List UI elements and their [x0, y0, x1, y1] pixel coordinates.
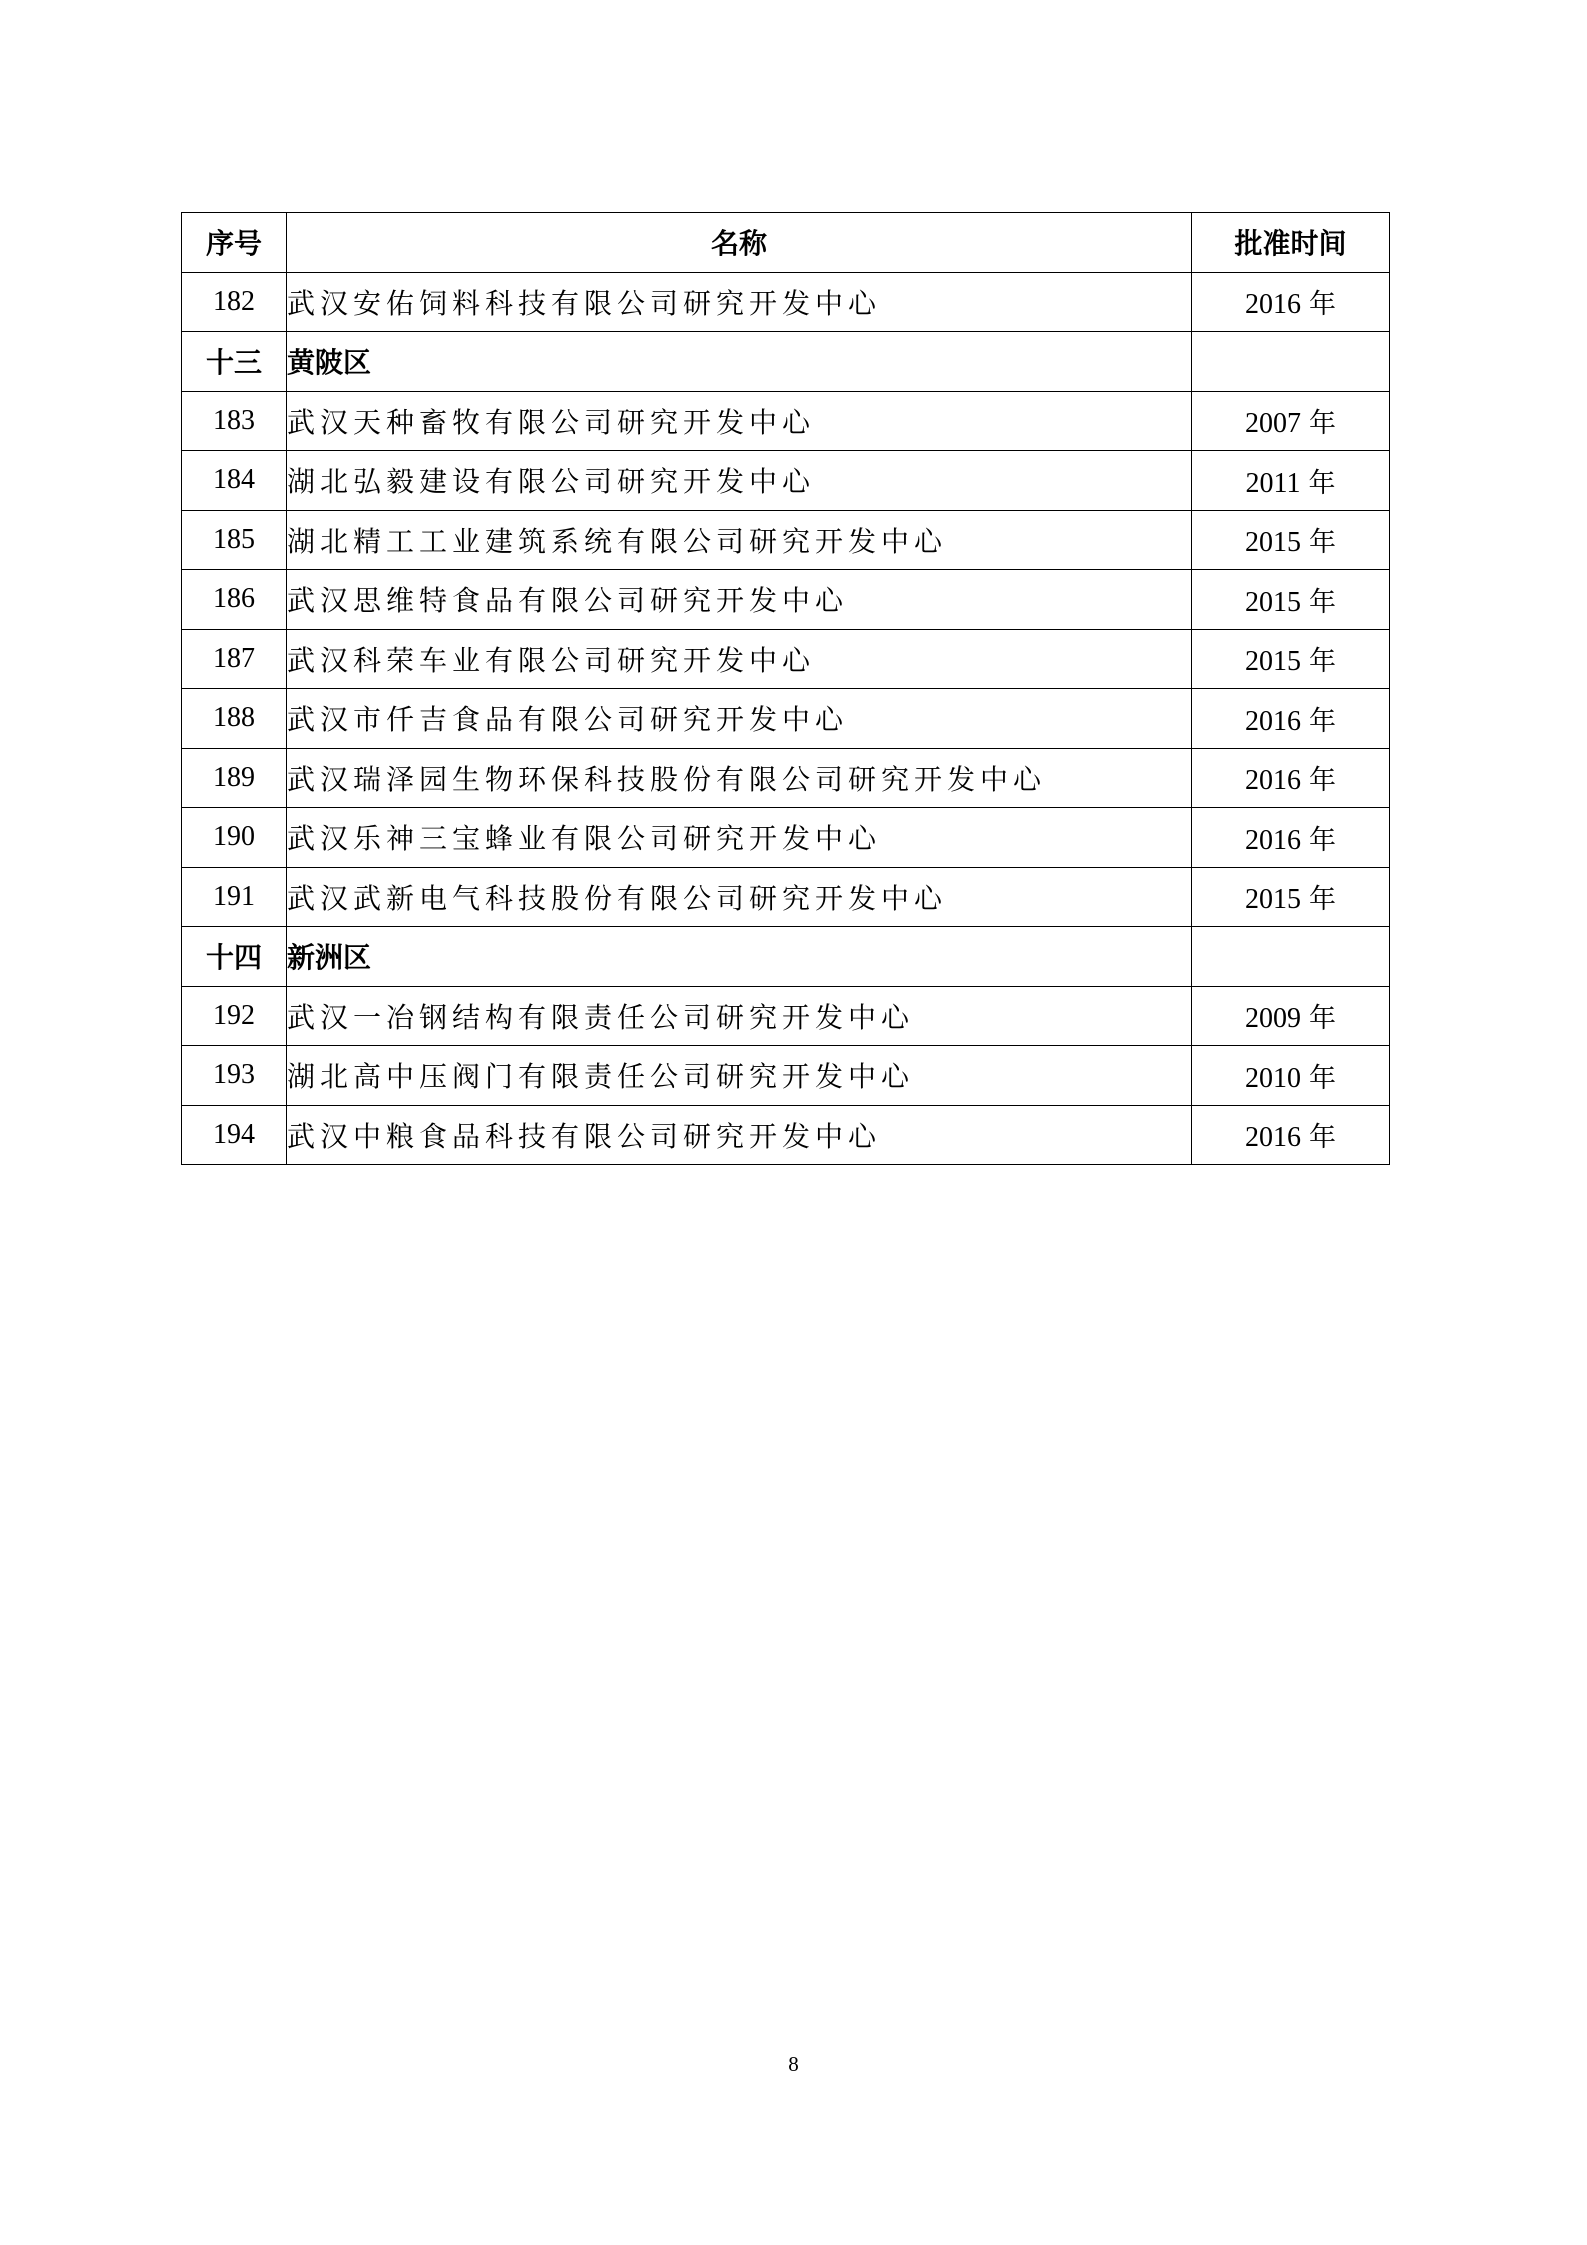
table-header-row: [182, 213, 1390, 273]
table-row: [182, 272, 1390, 332]
row-center-name: 武汉思维特食品有限公司研究开发中心: [287, 570, 1192, 630]
row-center-name: 武汉瑞泽园生物环保科技股份有限公司研究开发中心: [287, 748, 1192, 808]
year-value: 2016: [1245, 1122, 1301, 1154]
row-approval-year: [1192, 272, 1390, 332]
page-number: 8: [788, 2052, 799, 2076]
year-value: 2015: [1245, 646, 1301, 678]
year-value: 2016: [1245, 289, 1301, 321]
district-section-row: [182, 927, 1390, 987]
row-approval-year: [1192, 391, 1390, 451]
table-row: [182, 867, 1390, 927]
year-unit: 年: [1309, 289, 1336, 321]
section-district-name: 新洲区: [287, 927, 1192, 987]
section-district-name: 黄陂区: [287, 332, 1192, 392]
table-row: [182, 1105, 1390, 1165]
header-name: 名称: [287, 213, 1192, 273]
year-unit: 年: [1309, 884, 1336, 916]
row-approval-year: [1192, 986, 1390, 1046]
row-serial-number: 189: [182, 748, 287, 808]
row-approval-year: [1192, 689, 1390, 749]
year-value: 2009: [1245, 1003, 1301, 1035]
table-body: [182, 272, 1390, 1165]
row-approval-year: [1192, 1105, 1390, 1165]
row-center-name: 湖北精工工业建筑系统有限公司研究开发中心: [287, 510, 1192, 570]
row-approval-year: [1192, 451, 1390, 511]
year-unit: 年: [1309, 705, 1336, 737]
table-row: [182, 629, 1390, 689]
header-serial-number: 序号: [182, 213, 287, 273]
year-unit: 年: [1309, 408, 1336, 440]
header-approval-time: 批准时间: [1192, 213, 1390, 273]
row-center-name: 武汉科荣车业有限公司研究开发中心: [287, 629, 1192, 689]
year-value: 2016: [1245, 824, 1301, 856]
table-row: [182, 391, 1390, 451]
table-row: [182, 689, 1390, 749]
year-value: 2015: [1245, 527, 1301, 559]
table-row: [182, 451, 1390, 511]
year-unit: 年: [1309, 765, 1336, 797]
table-row: [182, 570, 1390, 630]
section-number: 十三: [182, 332, 287, 392]
year-value: 2015: [1245, 586, 1301, 618]
row-serial-number: 194: [182, 1105, 287, 1165]
row-center-name: 武汉乐神三宝蜂业有限公司研究开发中心: [287, 808, 1192, 868]
year-value: 2010: [1245, 1062, 1301, 1094]
row-serial-number: 186: [182, 570, 287, 630]
table-row: [182, 510, 1390, 570]
rd-center-table: [181, 212, 1390, 1165]
row-serial-number: 192: [182, 986, 287, 1046]
row-serial-number: 187: [182, 629, 287, 689]
row-serial-number: 193: [182, 1046, 287, 1106]
section-number: 十四: [182, 927, 287, 987]
row-approval-year: [1192, 867, 1390, 927]
row-serial-number: 188: [182, 689, 287, 749]
row-center-name: 武汉一冶钢结构有限责任公司研究开发中心: [287, 986, 1192, 1046]
district-section-row: [182, 332, 1390, 392]
year-value: 2016: [1245, 705, 1301, 737]
table-row: [182, 748, 1390, 808]
section-empty-cell: [1192, 332, 1390, 392]
row-approval-year: [1192, 1046, 1390, 1106]
year-unit: 年: [1309, 646, 1336, 678]
row-approval-year: [1192, 510, 1390, 570]
row-center-name: 武汉天种畜牧有限公司研究开发中心: [287, 391, 1192, 451]
row-approval-year: [1192, 808, 1390, 868]
year-unit: 年: [1309, 1003, 1336, 1035]
row-center-name: 武汉中粮食品科技有限公司研究开发中心: [287, 1105, 1192, 1165]
row-serial-number: 185: [182, 510, 287, 570]
year-unit: 年: [1309, 1122, 1336, 1154]
table-row: [182, 808, 1390, 868]
table-row: [182, 986, 1390, 1046]
row-serial-number: 182: [182, 272, 287, 332]
year-value: 2007: [1245, 408, 1301, 440]
year-value: 2016: [1245, 765, 1301, 797]
year-unit: 年: [1309, 1062, 1336, 1094]
year-value: 2011: [1245, 467, 1301, 499]
row-serial-number: 191: [182, 867, 287, 927]
row-center-name: 湖北高中压阀门有限责任公司研究开发中心: [287, 1046, 1192, 1106]
year-value: 2015: [1245, 884, 1301, 916]
section-empty-cell: [1192, 927, 1390, 987]
row-approval-year: [1192, 629, 1390, 689]
row-approval-year: [1192, 748, 1390, 808]
row-center-name: 湖北弘毅建设有限公司研究开发中心: [287, 451, 1192, 511]
year-unit: 年: [1309, 824, 1336, 856]
row-approval-year: [1192, 570, 1390, 630]
row-serial-number: 184: [182, 451, 287, 511]
year-unit: 年: [1308, 467, 1336, 499]
row-center-name: 武汉安佑饲料科技有限公司研究开发中心: [287, 272, 1192, 332]
row-center-name: 武汉市仟吉食品有限公司研究开发中心: [287, 689, 1192, 749]
table-row: [182, 1046, 1390, 1106]
year-unit: 年: [1309, 586, 1336, 618]
row-serial-number: 190: [182, 808, 287, 868]
row-center-name: 武汉武新电气科技股份有限公司研究开发中心: [287, 867, 1192, 927]
row-serial-number: 183: [182, 391, 287, 451]
year-unit: 年: [1309, 527, 1336, 559]
